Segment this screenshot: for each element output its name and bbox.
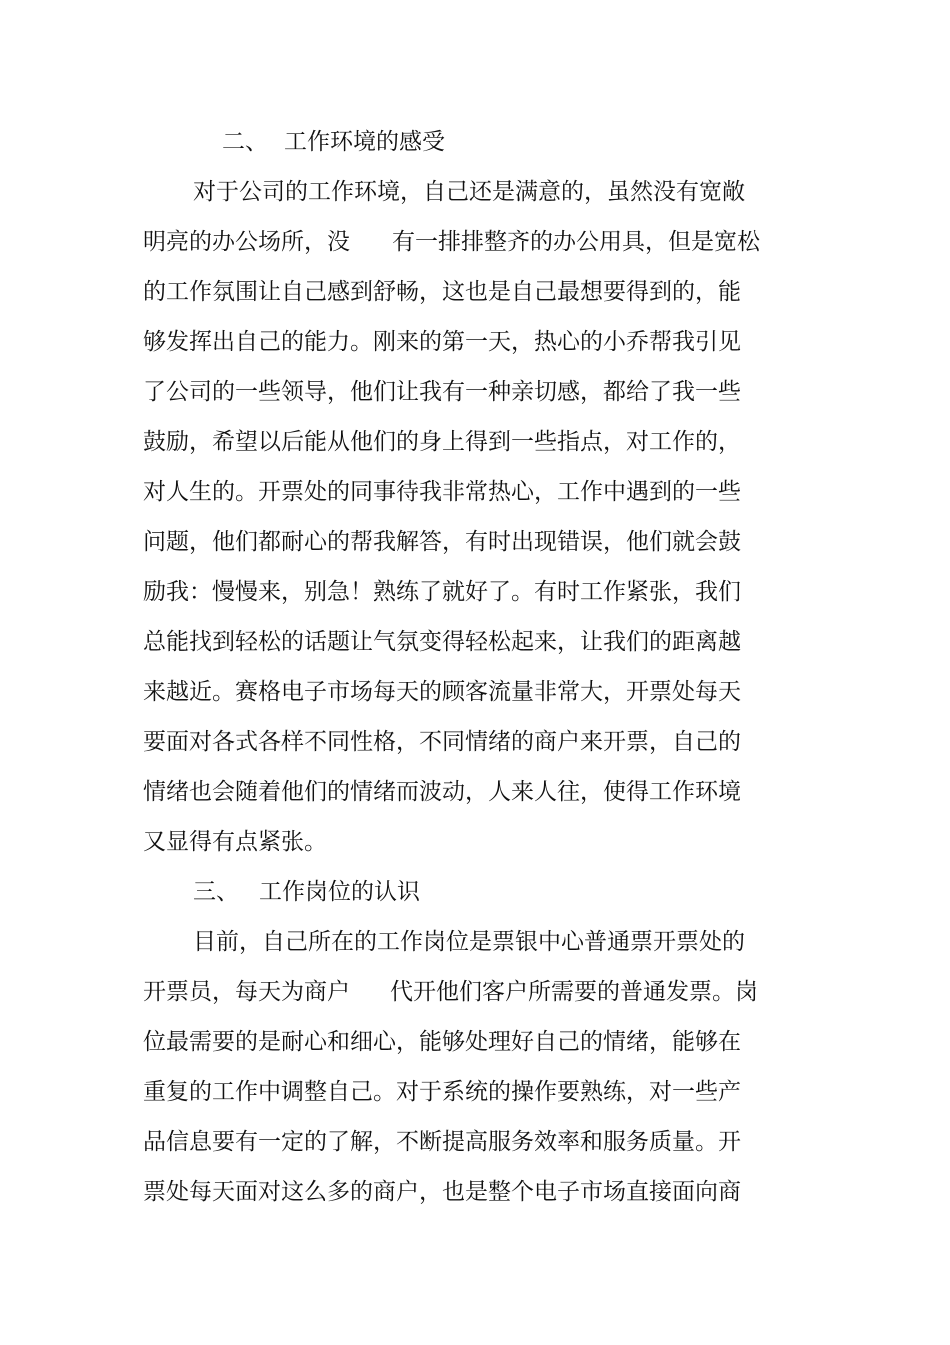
paragraph-1-line: 来越近。赛格电子市场每天的顾客流量非常大，开票处每天 — [143, 679, 741, 705]
section-2-title: 工作环境的感受 — [284, 129, 445, 155]
paragraph-1-line: 对人生的。开票处的同事待我非常热心，工作中遇到的一些 — [143, 479, 741, 505]
paragraph-1-line: 明亮的办公场所，没 — [143, 229, 350, 255]
paragraph-2-line: 开票员，每天为商户 — [143, 979, 350, 1005]
paragraph-1-line: 鼓励，希望以后能从他们的身上得到一些指点，对工作的， — [143, 429, 741, 455]
paragraph-1-line: 了公司的一些领导，他们让我有一种亲切感，都给了我一些 — [143, 379, 741, 405]
section-2-number: 二、 — [222, 129, 268, 155]
paragraph-2-line: 品信息要有一定的了解，不断提高服务效率和服务质量。开 — [143, 1129, 741, 1155]
paragraph-1-line: 励我：慢慢来，别急！熟练了就好了。有时工作紧张，我们 — [143, 579, 741, 605]
section-3-number: 三、 — [193, 879, 239, 905]
section-3-title: 工作岗位的认识 — [259, 879, 420, 905]
paragraph-1-line: 总能找到轻松的话题让气氛变得轻松起来，让我们的距离越 — [143, 629, 741, 655]
paragraph-1-line: 又显得有点紧张。 — [143, 829, 327, 855]
paragraph-2-line: 位最需要的是耐心和细心，能够处理好自己的情绪，能够在 — [143, 1029, 741, 1055]
paragraph-1-line: 要面对各式各样不同性格，不同情绪的商户来开票，自己的 — [143, 729, 741, 755]
paragraph-2-line: 目前，自己所在的工作岗位是票银中心普通票开票处的 — [193, 929, 745, 955]
paragraph-1-line: 对于公司的工作环境，自己还是满意的，虽然没有宽敞 — [193, 179, 745, 205]
paragraph-2-line: 重复的工作中调整自己。对于系统的操作要熟练，对一些产 — [143, 1079, 741, 1105]
paragraph-1-line: 情绪也会随着他们的情绪而波动，人来人往，使得工作环境 — [143, 779, 741, 805]
paragraph-2-line: 代开他们客户所需要的普通发票。岗 — [390, 979, 758, 1005]
paragraph-1-line: 有一排排整齐的办公用具，但是宽松 — [392, 229, 760, 255]
paragraph-1-line: 的工作氛围让自己感到舒畅，这也是自己最想要得到的，能 — [143, 279, 741, 305]
paragraph-1-line: 够发挥出自己的能力。刚来的第一天，热心的小乔帮我引见 — [143, 329, 741, 355]
paragraph-1-line: 问题，他们都耐心的帮我解答，有时出现错误，他们就会鼓 — [143, 529, 741, 555]
paragraph-2-line: 票处每天面对这么多的商户，也是整个电子市场直接面向商 — [143, 1179, 741, 1205]
